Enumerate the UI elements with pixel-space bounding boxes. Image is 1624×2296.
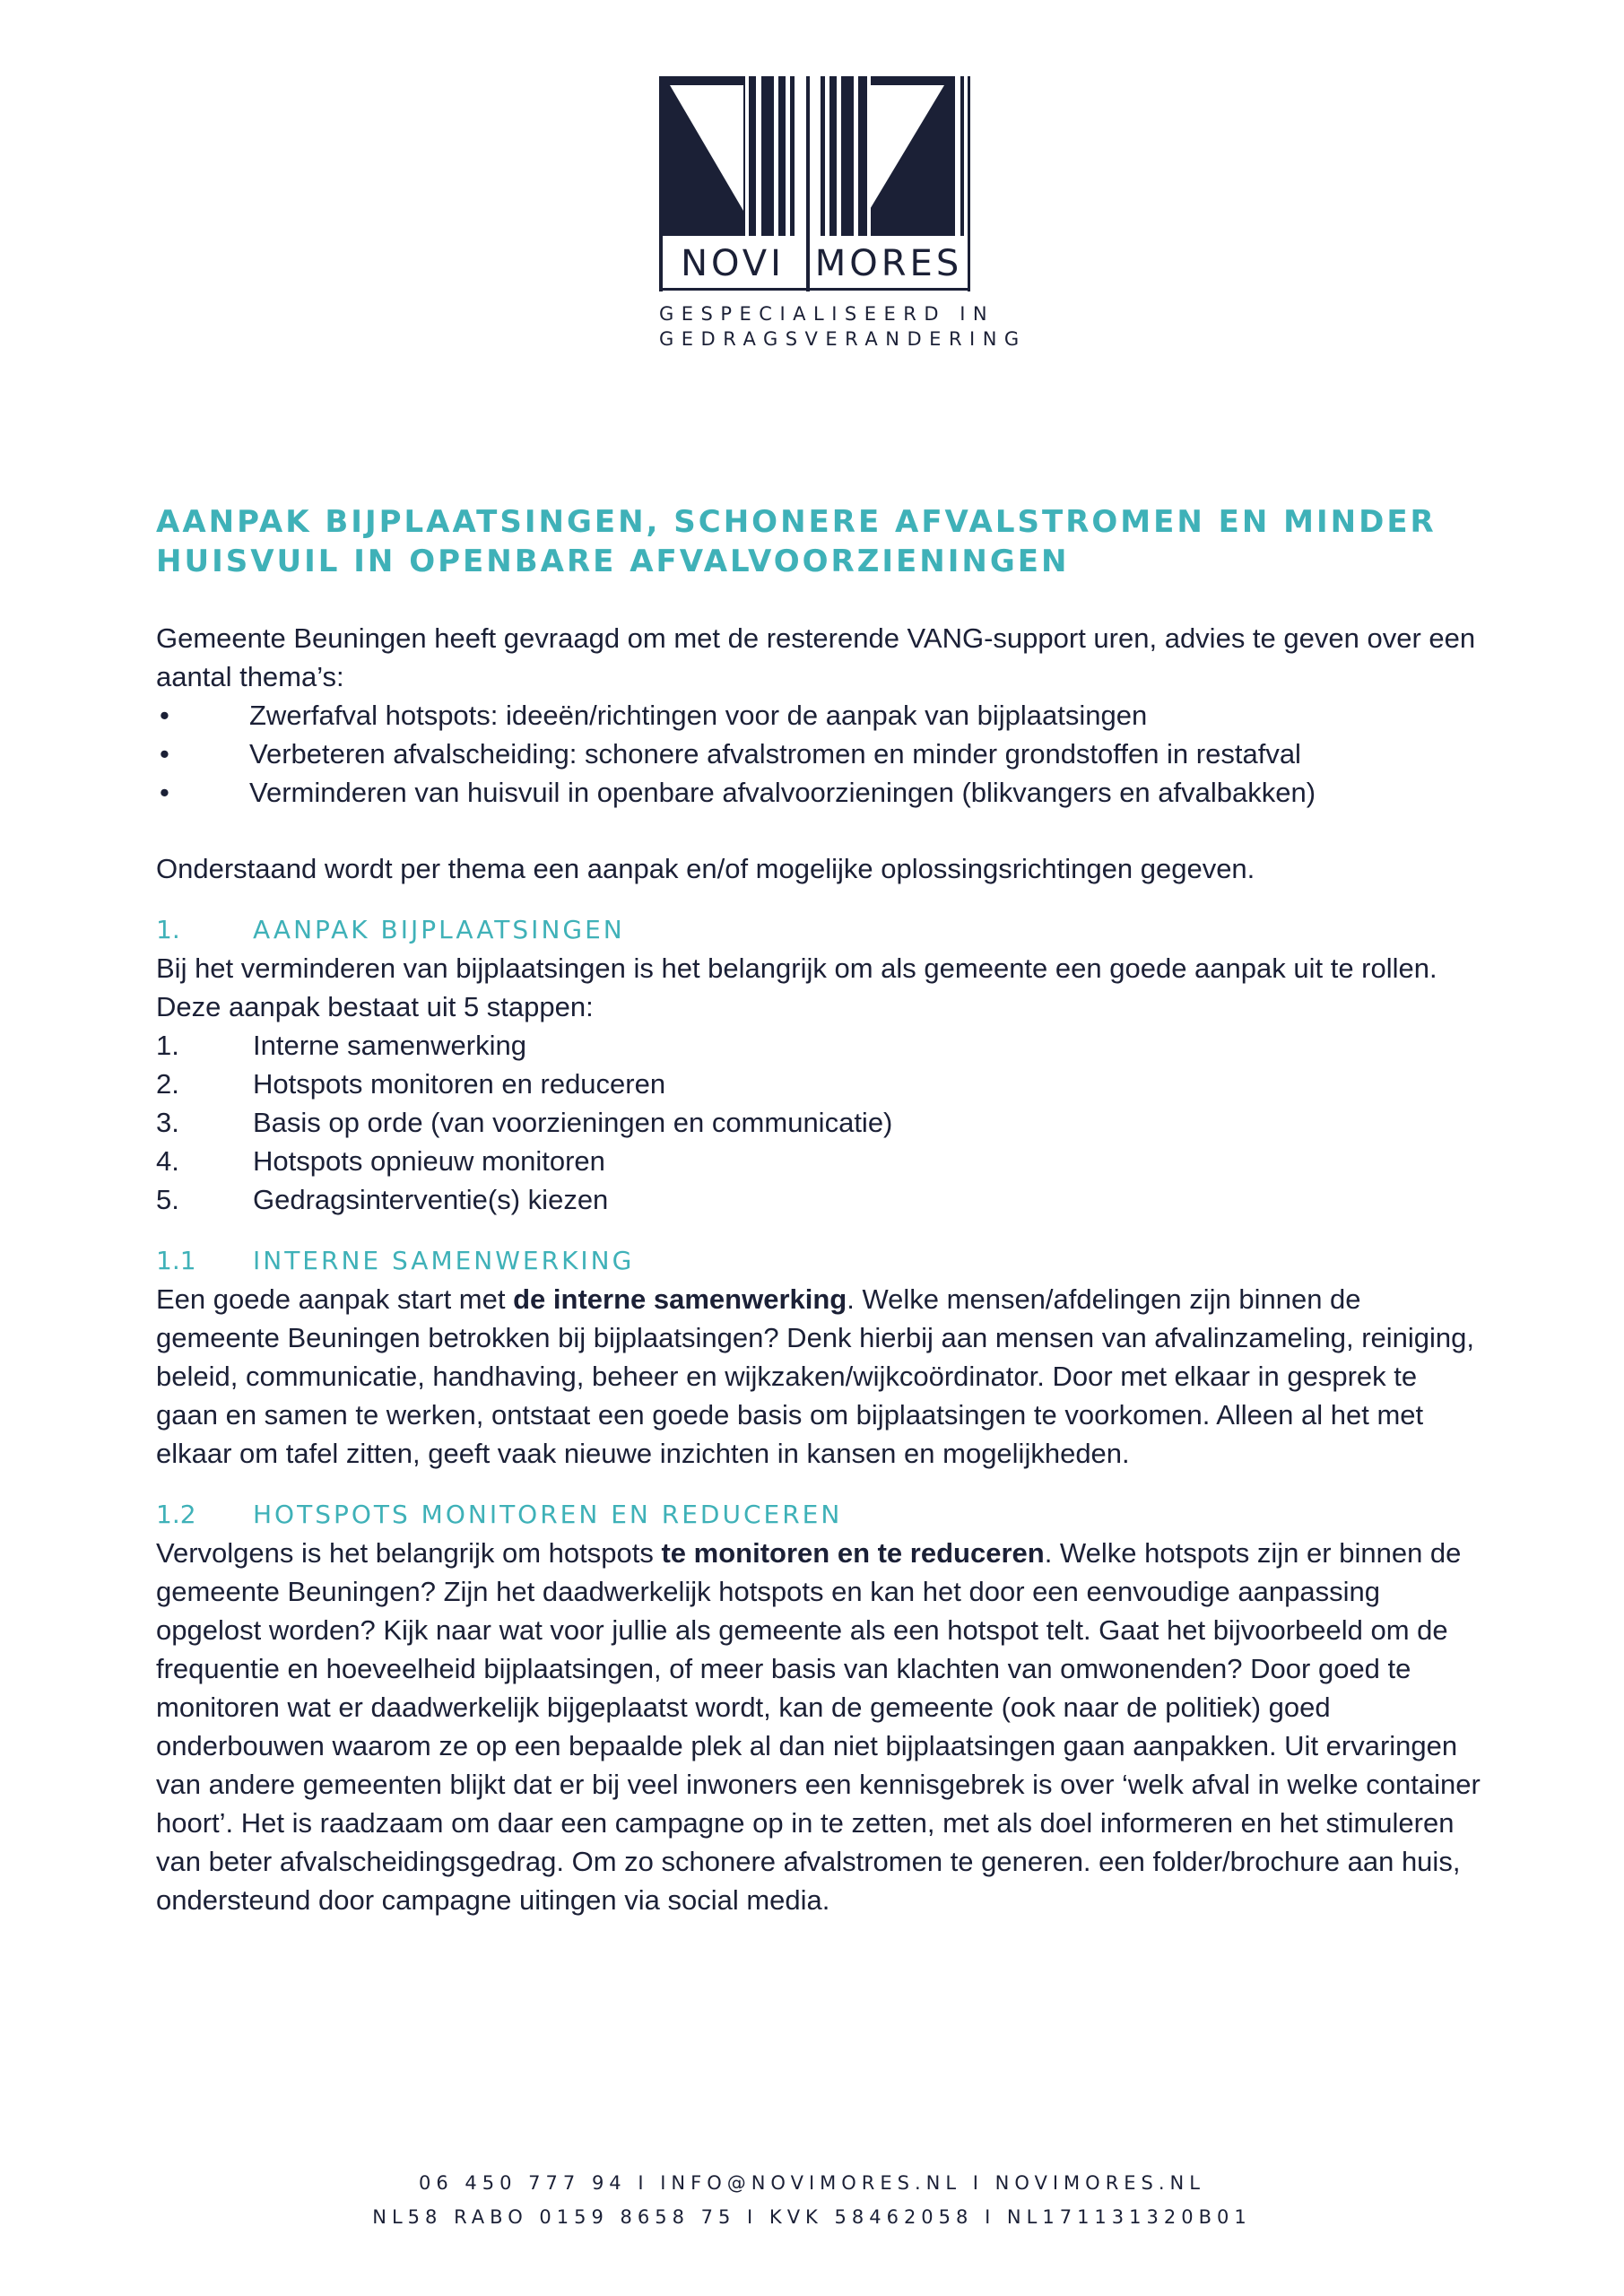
svg-text:MORES: MORES bbox=[814, 243, 963, 284]
paragraph-text: . Welke mensen/afdelingen zijn binnen de gemeente Beuningen betrokken bij bijplaatsingen? Denk hierbij aan mensen van afvalinzameling, reiniging, beleid, communicatie, handhaving, beheer en wijkzaken/wijkcoördinator. Door met elkaar in gesprek te gaan en samen te werken, ontstaat een goede basis om bijplaatsingen te voorkomen. Alleen al het met elkaar om tafel zitten, geeft vaak nieuwe inzichten in kansen en mogelijkheden. bbox=[156, 1283, 1475, 1469]
step-number: 2. bbox=[156, 1068, 179, 1100]
section-number: 1. bbox=[156, 915, 180, 944]
list-item bbox=[156, 735, 1483, 773]
step-number: 1. bbox=[156, 1030, 179, 1061]
document-title bbox=[156, 502, 1483, 581]
logo-mark bbox=[659, 76, 973, 291]
step-text: Hotspots monitoren en reduceren bbox=[253, 1068, 666, 1100]
section-1-1-heading bbox=[156, 1242, 1483, 1280]
section-1-paragraph: Bij het verminderen van bijplaatsingen is het belangrijk om als gemeente een goede aanpak uit te rollen. Deze aanpak bestaat uit 5 stappen: bbox=[156, 952, 1437, 1022]
document-title-line2: HUISVUIL IN OPENBARE AFVALVOORZIENINGEN bbox=[156, 544, 1070, 579]
paragraph-emphasis: de interne samenwerking bbox=[513, 1283, 847, 1315]
section-1-2-heading bbox=[156, 1496, 1483, 1534]
svg-text:NOVI: NOVI bbox=[681, 243, 785, 284]
footer-contact: 06 450 777 94 I INFO@NOVIMORES.NL I NOVIMORES.NL bbox=[419, 2172, 1205, 2194]
bullet-marker: • bbox=[160, 777, 169, 808]
list-item bbox=[156, 773, 1483, 812]
step-text: Interne samenwerking bbox=[253, 1030, 526, 1061]
paragraph-text: Vervolgens is het belangrijk om hotspots bbox=[156, 1537, 662, 1569]
step-text: Basis op orde (van voorzieningen en communicatie) bbox=[253, 1107, 893, 1138]
intro-paragraph: Gemeente Beuningen heeft gevraagd om met de resterende VANG-support uren, advies te geven over een aantal thema’s: bbox=[156, 622, 1476, 692]
bullet-marker: • bbox=[160, 700, 169, 731]
list-item bbox=[156, 1065, 1483, 1103]
paragraph-text: Een goede aanpak start met bbox=[156, 1283, 514, 1315]
bullet-text: Zwerfafval hotspots: ideeën/richtingen voor de aanpak van bijplaatsingen bbox=[249, 700, 1148, 731]
bullet-marker: • bbox=[160, 738, 169, 770]
novi-mores-logo bbox=[659, 76, 973, 291]
section-title: AANPAK BIJPLAATSINGEN bbox=[253, 915, 625, 944]
step-number: 4. bbox=[156, 1145, 179, 1177]
section-1-1-paragraph bbox=[156, 1280, 1483, 1473]
list-item bbox=[156, 1180, 1483, 1219]
paragraph-text: . Welke hotspots zijn er binnen de gemeente Beuningen? Zijn het daadwerkelijk hotspots en kan het door een eenvoudige aanpassing opgelost worden? Kijk naar wat voor jullie als gemeente als een hotspot telt. Gaat het bijvoorbeeld om de frequentie en hoeveelheid bijplaatsingen, of meer basis van klachten van omwonenden? Door goed te monitoren wat er daadwerkelijk bijgeplaatst wordt, kan de gemeente (ook naar de politiek) goed onderbouwen waarom ze op een bepaalde plek al dan niet bijplaatsingen gaan aanpakken. Uit ervaringen van andere gemeenten blijkt dat er bij veel inwoners een kennisgebrek is over ‘welk afval in welke container hoort’. Het is raadzaam om daar een campagne op in te zetten, met als doel informeren en het stimuleren van beter afvalscheidingsgedrag. Om zo schonere afvalstromen te generen. een folder/brochure aan huis, ondersteund door campagne uitingen via social media. bbox=[156, 1537, 1481, 1916]
paragraph-emphasis: te monitoren en te reduceren bbox=[661, 1537, 1045, 1569]
steps-list bbox=[156, 1026, 1483, 1219]
bullet-text: Verbeteren afvalscheiding: schonere afvalstromen en minder grondstoffen in restafval bbox=[249, 738, 1301, 770]
step-text: Gedragsinterventie(s) kiezen bbox=[253, 1184, 609, 1215]
document-body bbox=[156, 502, 1483, 1919]
logo-tagline-line2: GEDRAGSVERANDERING bbox=[659, 328, 1027, 350]
section-number: 1.2 bbox=[156, 1500, 196, 1529]
step-number: 3. bbox=[156, 1107, 179, 1138]
list-item bbox=[156, 1026, 1483, 1065]
list-item bbox=[156, 696, 1483, 735]
section-1-heading bbox=[156, 911, 1483, 949]
section-1-2-paragraph bbox=[156, 1534, 1483, 1919]
list-item bbox=[156, 1103, 1483, 1142]
footer-registration: NL58 RABO 0159 8658 75 I KVK 58462058 I NL171131320B01 bbox=[372, 2206, 1252, 2228]
list-item bbox=[156, 1142, 1483, 1180]
logo-tagline-line1: GESPECIALISEERD IN bbox=[659, 303, 995, 325]
intro-closing: Onderstaand wordt per thema een aanpak en/of mogelijke oplossingsrichtingen gegeven. bbox=[156, 853, 1255, 884]
bullet-text: Verminderen van huisvuil in openbare afvalvoorzieningen (blikvangers en afvalbakken) bbox=[249, 777, 1316, 808]
step-number: 5. bbox=[156, 1184, 179, 1215]
section-title: INTERNE SAMENWERKING bbox=[253, 1246, 635, 1275]
document-title-line1: AANPAK BIJPLAATSINGEN, SCHONERE AFVALSTROMEN EN MINDER bbox=[156, 504, 1437, 540]
step-text: Hotspots opnieuw monitoren bbox=[253, 1145, 605, 1177]
section-number: 1.1 bbox=[156, 1246, 196, 1275]
section-title: HOTSPOTS MONITOREN EN REDUCEREN bbox=[253, 1500, 843, 1529]
intro-bullet-list bbox=[156, 696, 1483, 812]
